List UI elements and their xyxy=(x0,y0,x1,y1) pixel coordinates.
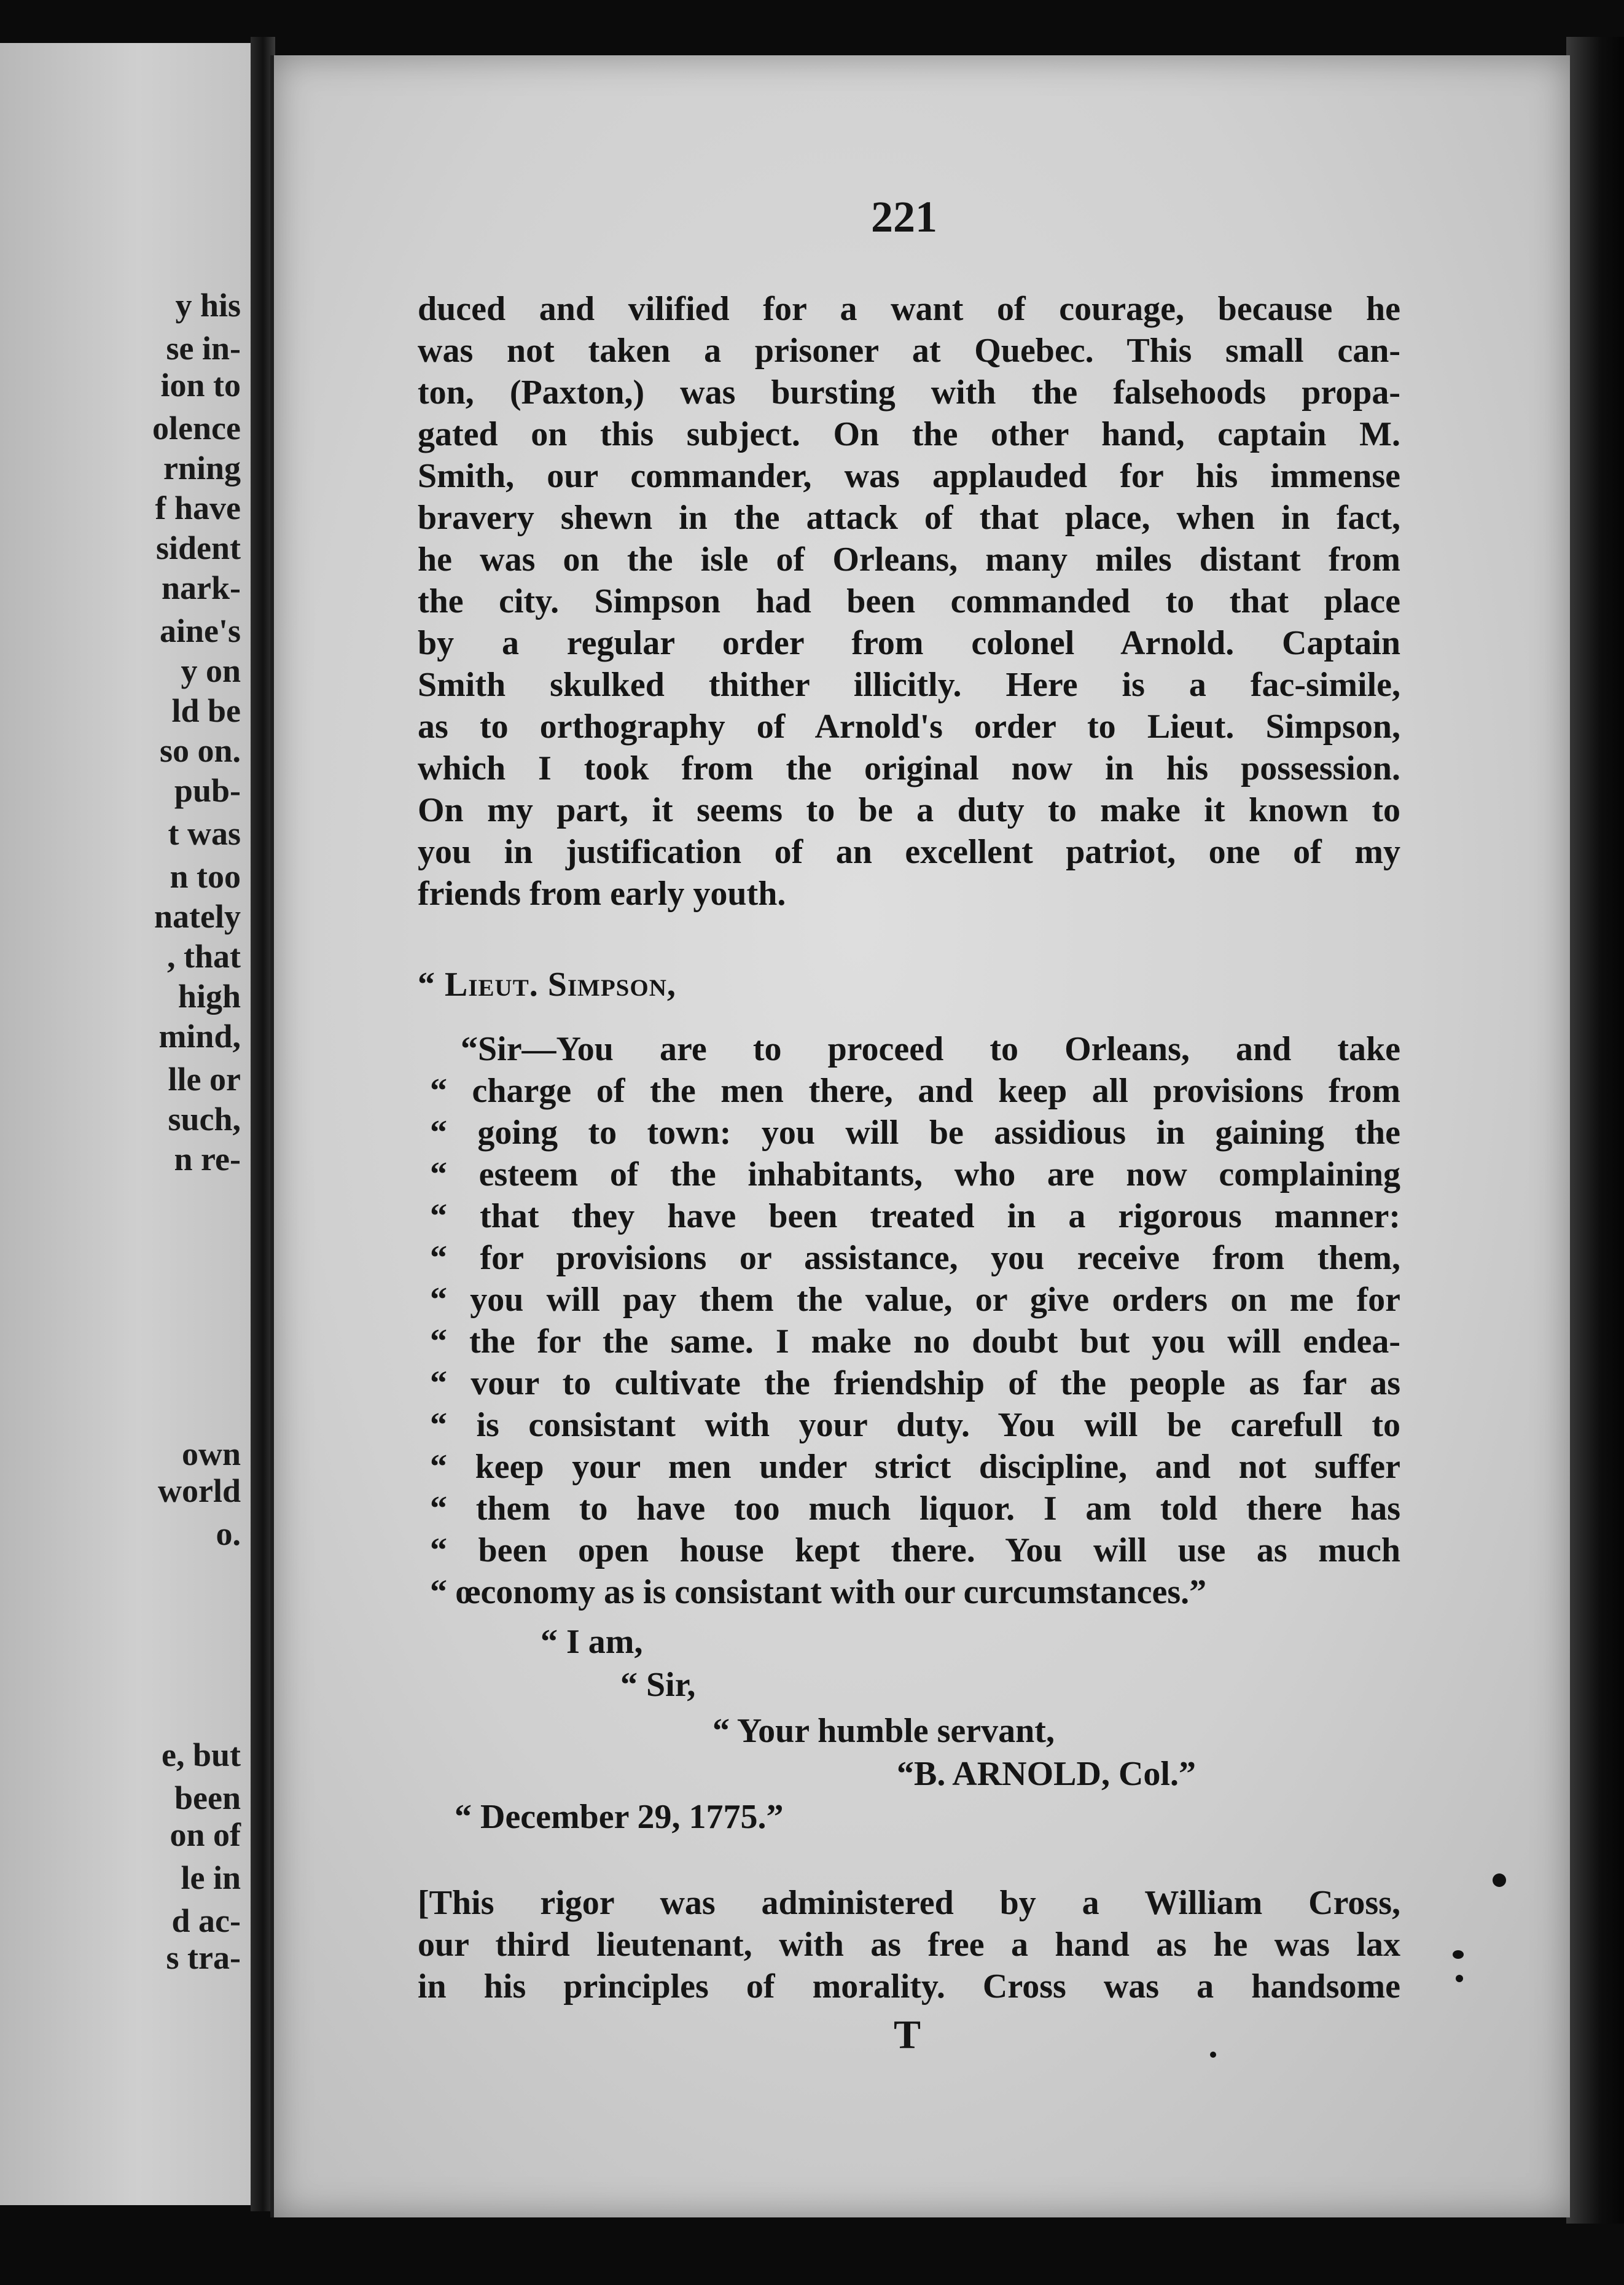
body-line: friends from early youth. xyxy=(418,875,786,913)
facing-page-line-fragment: ld be xyxy=(171,692,241,729)
body-line: the city. Simpson had been commanded to that place xyxy=(418,582,1400,620)
letter-line: “ is consistant with your duty. You will be carefull to xyxy=(430,1406,1400,1444)
facing-page-line-fragment: d ac- xyxy=(171,1902,241,1939)
facing-page-fragment xyxy=(0,43,252,2205)
facing-page-line-fragment: n re- xyxy=(174,1141,241,1178)
letter-date: “ December 29, 1775.” xyxy=(455,1798,784,1836)
letter-line: “ that they have been treated in a rigorous manner: xyxy=(430,1197,1400,1235)
facing-page-line-fragment: s tra- xyxy=(166,1939,241,1976)
letter-closing-servant: “ Your humble servant, xyxy=(712,1712,1055,1750)
letter-line: “Sir—You are to proceed to Orleans, and take xyxy=(461,1030,1400,1068)
facing-page-line-fragment: aine's xyxy=(159,612,241,649)
body-line: our third lieutenant, with as free a hand as he was lax xyxy=(418,1926,1400,1964)
page-number: 221 xyxy=(871,192,937,241)
body-line: bravery shewn in the attack of that place, when in fact, xyxy=(418,499,1400,537)
body-line: duced and vilified for a want of courage, because he xyxy=(418,290,1400,328)
page-edge-shadow xyxy=(1566,37,1624,2224)
body-line: gated on this subject. On the other hand, captain M. xyxy=(418,415,1400,453)
facing-page-line-fragment: pub- xyxy=(174,772,241,809)
letter-line: “ charge of the men there, and keep all provisions from xyxy=(430,1072,1400,1110)
letter-line: “ been open house kept there. You will use as much xyxy=(430,1531,1400,1569)
facing-page-line-fragment: been xyxy=(174,1779,241,1816)
ink-speck xyxy=(1456,1975,1463,1982)
facing-page-line-fragment: high xyxy=(178,978,241,1015)
catchword: T xyxy=(894,2012,921,2057)
facing-page-line-fragment: se in- xyxy=(166,330,241,367)
body-line: you in justification of an excellent patriot, one of my xyxy=(418,833,1400,871)
letter-line: “ vour to cultivate the friendship of the people as far as xyxy=(430,1364,1400,1402)
letter-line: “ keep your men under strict discipline, and not suffer xyxy=(430,1448,1400,1486)
facing-page-line-fragment: , that xyxy=(167,938,241,975)
facing-page-line-fragment: o. xyxy=(216,1515,241,1552)
facing-page-line-fragment: mind, xyxy=(158,1018,241,1055)
body-line: On my part, it seems to be a duty to make it known to xyxy=(418,791,1400,829)
facing-page-line-fragment: n too xyxy=(170,858,241,895)
ink-speck xyxy=(1453,1950,1464,1959)
facing-page-line-fragment: on of xyxy=(170,1816,241,1853)
body-line: [This rigor was administered by a William Cross, xyxy=(418,1884,1400,1922)
facing-page-line-fragment: nark- xyxy=(161,569,241,606)
letter-line: “ œconomy as is consistant with our curcumstances.” xyxy=(430,1573,1207,1611)
letter-line: “ for provisions or assistance, you receive from them, xyxy=(430,1239,1400,1277)
facing-page-line-fragment: nately xyxy=(154,898,241,935)
letter-signature: “B. ARNOLD, Col.” xyxy=(897,1755,1196,1793)
facing-page-line-fragment: f have xyxy=(155,490,241,526)
facing-page-line-fragment: t was xyxy=(168,815,241,852)
facing-page-line-fragment: lle or xyxy=(168,1061,241,1098)
facing-page-line-fragment: e, but xyxy=(161,1736,241,1773)
facing-page-line-fragment: such, xyxy=(168,1101,241,1138)
letter-line: “ going to town: you will be assidious in gaining the xyxy=(430,1114,1400,1152)
letter-line: “ the for the same. I make no doubt but you will endea- xyxy=(430,1322,1400,1361)
facing-page-line-fragment: world xyxy=(158,1472,241,1509)
body-line: was not taken a prisoner at Quebec. This small can- xyxy=(418,332,1400,370)
body-line: in his principles of morality. Cross was a handsome xyxy=(418,1967,1400,2006)
body-line: ton, (Paxton,) was bursting with the falsehoods propa- xyxy=(418,373,1400,412)
letter-line: “ esteem of the inhabitants, who are now complaining xyxy=(430,1155,1400,1193)
letter-closing-sir: “ Sir, xyxy=(620,1666,696,1704)
letter-line: “ them to have too much liquor. I am told there has xyxy=(430,1490,1400,1528)
facing-page-line-fragment: le in xyxy=(181,1859,241,1896)
body-line: as to orthography of Arnold's order to Lieut. Simpson, xyxy=(418,708,1400,746)
facing-page-line-fragment: ion to xyxy=(160,367,241,404)
facing-page-line-fragment: y on xyxy=(181,652,241,689)
body-line: he was on the isle of Orleans, many miles distant from xyxy=(418,541,1400,579)
ink-speck xyxy=(1493,1873,1506,1887)
facing-page-line-fragment: own xyxy=(181,1435,241,1472)
facing-page-line-fragment: so on. xyxy=(159,732,241,769)
ink-speck xyxy=(1210,2052,1216,2058)
facing-page-line-fragment: y his xyxy=(175,287,241,324)
body-line: by a regular order from colonel Arnold. Captain xyxy=(418,624,1400,662)
letter-closing-i-am: “ I am, xyxy=(541,1623,643,1661)
body-line: Smith, our commander, was applauded for his immense xyxy=(418,457,1400,495)
facing-page-line-fragment: sident xyxy=(155,529,241,566)
letter-salutation: “ Lieut. Simpson, xyxy=(418,966,676,1004)
body-line: which I took from the original now in his possession. xyxy=(418,749,1400,787)
facing-page-line-fragment: olence xyxy=(152,410,241,447)
facing-page-line-fragment: rning xyxy=(163,450,241,486)
body-line: Smith skulked thither illicitly. Here is a fac-simile, xyxy=(418,666,1400,704)
letter-line: “ you will pay them the value, or give orders on me for xyxy=(430,1281,1400,1319)
